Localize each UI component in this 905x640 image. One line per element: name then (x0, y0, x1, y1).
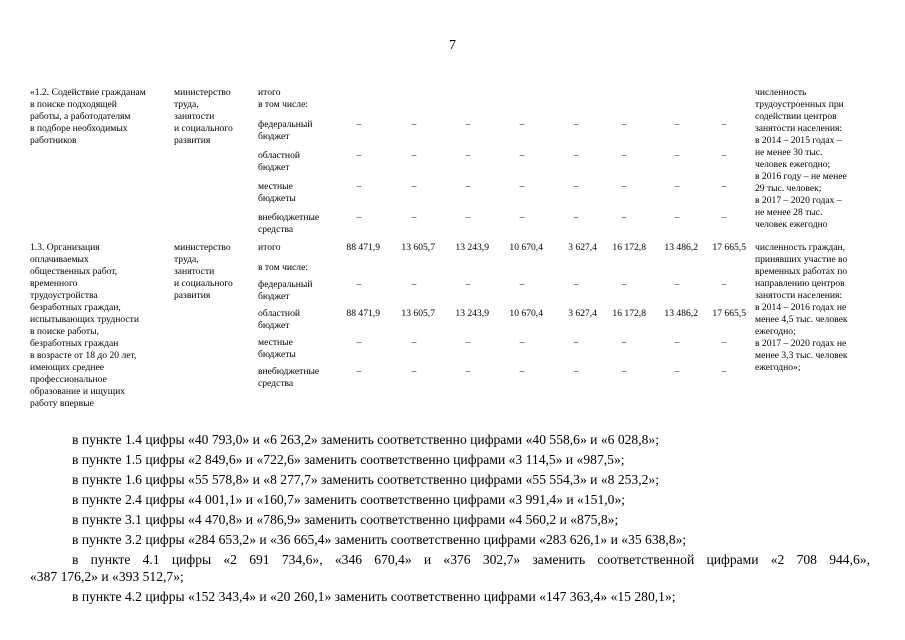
source-label: областной (258, 150, 301, 161)
text-line: человек ежегодно; (755, 159, 831, 170)
source-label: средства (258, 378, 294, 389)
cell: 13 486,2 (664, 242, 698, 253)
cell: 88 471,9 (346, 242, 380, 253)
cell: 3 627,4 (568, 242, 597, 253)
text-line: общественных работ, (30, 266, 118, 277)
cell: 17 665,5 (712, 308, 746, 319)
cell: – (573, 181, 579, 192)
cell: – (465, 181, 471, 192)
text-line: образование и ищущих (30, 386, 126, 397)
amendment-paragraph: в пункте 3.2 цифры «284 653,2» и «36 665,4» заменить соответственно цифрами «283 626,1» и «35 638,8»; (72, 532, 687, 547)
cell: 16 172,8 (612, 242, 646, 253)
text-line: и социального (174, 278, 233, 289)
source-label: в том числе: (258, 99, 309, 110)
cell: – (674, 181, 680, 192)
text-line: в поиске работы, (30, 326, 99, 337)
amendment-paragraph: в пункте 4.1 цифры «2 691 734,6», «346 670,4» и «376 302,7» заменить соответственной цифрами «2 708 944,6», (72, 552, 870, 567)
amendments-block (30, 431, 870, 605)
text-line: в 2016 году – не менее (755, 171, 847, 182)
amendment-paragraph: в пункте 2.4 цифры «4 001,1» и «160,7» заменить соответственно цифрами «3 991,4» и «151,0»; (72, 492, 626, 507)
text-line: профессиональное (30, 374, 107, 385)
amendment-paragraph: в пункте 4.2 цифры «152 343,4» и «20 260,1» заменить соответственно цифрами «147 363,4» «15 280,1»; (72, 589, 676, 604)
cell: – (674, 119, 680, 130)
cell: – (674, 212, 680, 223)
source-label: местные (258, 181, 293, 192)
cell: – (465, 366, 471, 377)
text-line: оплачиваемых (30, 254, 89, 265)
source-label: бюджет (258, 320, 290, 331)
text-line: труда, (174, 254, 199, 265)
cell: 10 670,4 (509, 308, 543, 319)
amendment-paragraph: в пункте 3.1 цифры «4 470,8» и «786,9» заменить соответственно цифрами «4 560,2 и «875,8»; (72, 512, 619, 527)
amendment-paragraph: в пункте 1.4 цифры «40 793,0» и «6 263,2» заменить соответственно цифрами «40 558,6» и «6 028,8»; (72, 432, 660, 447)
source-label: внебюджетные (258, 212, 320, 223)
cell: 13 243,9 (455, 242, 489, 253)
source-label: бюджеты (258, 193, 296, 204)
source-label: бюджет (258, 291, 290, 302)
text-line: 1.3. Организация (30, 242, 100, 253)
cell: – (573, 279, 579, 290)
cell: – (411, 119, 417, 130)
cell: – (519, 119, 525, 130)
cell: – (621, 181, 627, 192)
cell: 16 172,8 (612, 308, 646, 319)
text-line: развития (174, 290, 211, 301)
text-line: не менее 30 тыс. (755, 147, 823, 158)
cell: – (519, 366, 525, 377)
cell: – (465, 119, 471, 130)
text-line: человек ежегодно (755, 219, 828, 230)
cell: – (721, 279, 727, 290)
text-line: работников (30, 135, 77, 146)
source-label: средства (258, 224, 294, 235)
text-line: «1.2. Содействие гражданам (30, 87, 146, 98)
cell: – (621, 119, 627, 130)
text-line: безработных граждан, (30, 302, 121, 313)
text-line: менее 3,3 тыс. человек (755, 350, 848, 361)
cell: – (721, 212, 727, 223)
cell: – (465, 150, 471, 161)
text-line: трудоустройства (30, 290, 98, 301)
cell: 17 665,5 (712, 242, 746, 253)
cell: 10 670,4 (509, 242, 543, 253)
cell: – (721, 119, 727, 130)
cell: – (674, 366, 680, 377)
text-line: в поиске подходящей (30, 99, 117, 110)
text-line: работу впервые (30, 398, 94, 409)
cell: – (573, 366, 579, 377)
cell: – (721, 150, 727, 161)
text-line: в 2014 – 2016 годах не (755, 302, 847, 313)
text-line: временных работах по (755, 266, 848, 277)
text-line: занятости (174, 266, 215, 277)
text-line: занятости населения: (755, 290, 843, 301)
source-label: внебюджетные (258, 366, 320, 377)
cell: – (519, 181, 525, 192)
cell: – (356, 181, 362, 192)
source-label: областной (258, 308, 301, 319)
text-line: принявших участие во (755, 254, 848, 265)
cell: – (573, 212, 579, 223)
text-line: в возрасте от 18 до 20 лет, (30, 350, 137, 361)
text-line: трудоустроенных при (755, 99, 844, 110)
text-line: численность граждан, (755, 242, 846, 253)
cell: – (356, 366, 362, 377)
text-line: в 2017 – 2020 годах – (755, 195, 842, 206)
text-line: и социального (174, 123, 233, 134)
cell: 13 486,2 (664, 308, 698, 319)
text-line: ежегодно; (755, 326, 796, 337)
cell: – (621, 366, 627, 377)
cell: 13 243,9 (455, 308, 489, 319)
cell: 88 471,9 (346, 308, 380, 319)
cell: – (411, 279, 417, 290)
source-label: бюджеты (258, 349, 296, 360)
cell: – (411, 212, 417, 223)
cell: – (721, 366, 727, 377)
cell: – (573, 337, 579, 348)
text-line: работы, а работодателям (30, 111, 131, 122)
text-line: направлению центров (755, 278, 845, 289)
text-line: в подборе необходимых (30, 123, 128, 134)
cell: – (519, 279, 525, 290)
cell: – (621, 150, 627, 161)
text-line: 29 тыс. человек; (755, 183, 822, 194)
source-label: бюджет (258, 162, 290, 173)
cell: – (411, 366, 417, 377)
cell: – (519, 337, 525, 348)
text-line: менее 4,5 тыс. человек (755, 314, 848, 325)
cell: 13 605,7 (401, 308, 435, 319)
text-line: в 2014 – 2015 годах – (755, 135, 842, 146)
cell: – (519, 150, 525, 161)
source-label: местные (258, 337, 293, 348)
text-line: занятости населения: (755, 123, 843, 134)
cell: – (356, 279, 362, 290)
cell: – (674, 337, 680, 348)
text-line: численность (755, 87, 807, 98)
amendment-paragraph: в пункте 1.5 цифры «2 849,6» и «722,6» заменить соответственно цифрами «3 114,5» и «987,5»; (72, 452, 625, 467)
cell: – (621, 279, 627, 290)
text-line: безработных граждан (30, 338, 119, 349)
cell: – (573, 150, 579, 161)
cell: – (465, 337, 471, 348)
cell: – (621, 337, 627, 348)
text-line: испытывающих трудности (30, 314, 139, 325)
cell: – (674, 279, 680, 290)
text-line: развития (174, 135, 211, 146)
text-line: содействии центров (755, 111, 837, 122)
cell: 3 627,4 (568, 308, 597, 319)
cell: – (519, 212, 525, 223)
cell: – (465, 279, 471, 290)
source-label: итого (258, 87, 281, 98)
text-line: не менее 28 тыс. (755, 207, 823, 218)
cell: – (356, 212, 362, 223)
text-line: министерство (174, 242, 231, 253)
source-label: бюджет (258, 131, 290, 142)
text-line: ежегодно»; (755, 362, 801, 373)
page-number: 7 (449, 38, 456, 53)
text-line: министерство (174, 87, 231, 98)
cell: – (573, 119, 579, 130)
cell: – (356, 337, 362, 348)
cell: – (356, 150, 362, 161)
cell: – (465, 212, 471, 223)
cell: – (621, 212, 627, 223)
amendment-paragraph-continuation: «387 176,2» и «393 512,7»; (30, 569, 184, 584)
cell: – (411, 337, 417, 348)
source-label: в том числе: (258, 262, 309, 273)
text-line: временного (30, 278, 78, 289)
source-label: федеральный (258, 119, 313, 130)
cell: – (356, 119, 362, 130)
text-line: в 2017 – 2020 годах не (755, 338, 847, 349)
source-label: федеральный (258, 279, 313, 290)
text-line: имеющих среднее (30, 362, 105, 373)
source-label: итого (258, 242, 281, 253)
amendment-paragraph: в пункте 1.6 цифры «55 578,8» и «8 277,7» заменить соответственно цифрами «55 554,3» и «8 253,2»; (72, 472, 660, 487)
cell: – (721, 181, 727, 192)
cell: – (411, 150, 417, 161)
cell: – (721, 337, 727, 348)
cell: – (674, 150, 680, 161)
cell: 13 605,7 (401, 242, 435, 253)
cell: – (411, 181, 417, 192)
text-line: занятости (174, 111, 215, 122)
text-line: труда, (174, 99, 199, 110)
